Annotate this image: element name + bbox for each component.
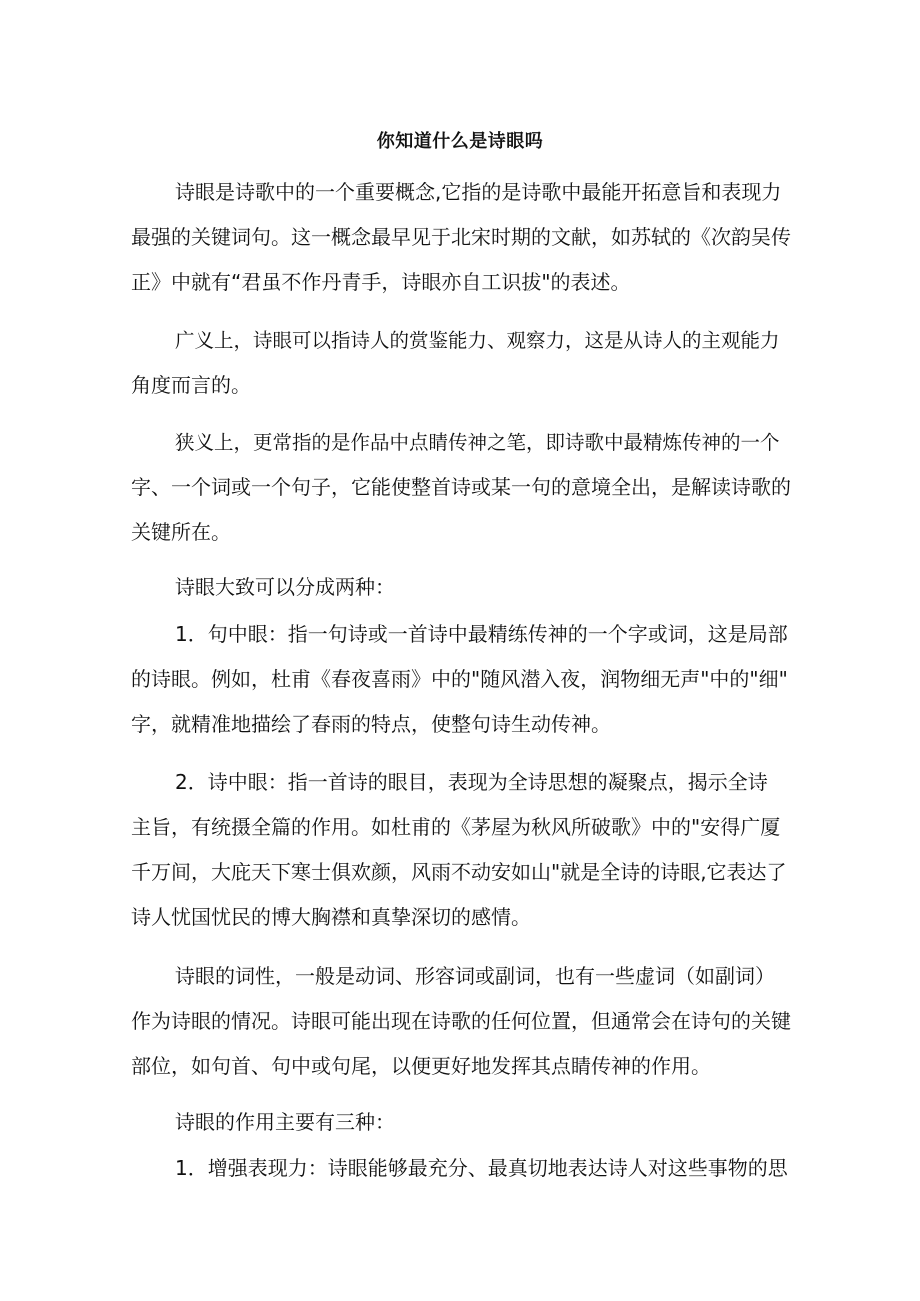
text-line: 正》中就有“君虽不作丹青手，诗眼亦自工识拔"的表述。 (131, 270, 631, 294)
document-title: 你知道什么是诗眼吗 (376, 131, 544, 152)
paragraph-function-1 (131, 1146, 791, 1191)
text-line: 狭义上，更常指的是作品中点睛传神之笔，即诗歌中最精炼传神的一个 (175, 431, 780, 454)
text-line: 诗眼的词性，一般是动词、形容词或副词，也有一些虚词（如副词） (175, 964, 775, 988)
text-line: 角度而言的。 (131, 373, 251, 397)
paragraph-type-2 (131, 760, 791, 940)
text-line: 2．诗中眼：指一首诗的眼目，表现为全诗思想的凝聚点，揭示全诗 (175, 770, 768, 794)
paragraph-type-1 (131, 612, 791, 747)
text-line: 作为诗眼的情况。诗眼可能出现在诗歌的任何位置，但通常会在诗句的关键 (131, 1009, 791, 1033)
text-line: 最强的关键词句。这一概念最早见于北宋时期的文献，如苏轼的《次韵吴传 (131, 225, 791, 249)
paragraph-broad-sense (131, 318, 791, 408)
text-line: 关键所在。 (131, 520, 231, 544)
text-line: 广义上，诗眼可以指诗人的赏鉴能力、观察力，这是从诗人的主观能力 (175, 329, 780, 352)
text-line: 诗人忧国忧民的博大胸襟和真挚深切的感情。 (131, 905, 531, 929)
text-line: 字、一个词或一个句子，它能使整首诗或某一句的意境全出，是解读诗歌的 (131, 475, 791, 499)
text-line: 部位，如句首、句中或句尾，以便更好地发挥其点睛传神的作用。 (131, 1054, 711, 1078)
text-line: 1．句中眼：指一句诗或一首诗中最精练传神的一个字或词，这是局部 (175, 622, 788, 646)
text-line: 字，就精准地描绘了春雨的特点，使整句诗生动传神。 (131, 712, 611, 736)
text-line: 1．增强表现力：诗眼能够最充分、最真切地表达诗人对这些事物的思 (175, 1156, 788, 1180)
text-line: 主旨，有统摄全篇的作用。如杜甫的《茅屋为秋风所破歌》中的"安得广厦 (131, 815, 781, 839)
text-line: 诗眼大致可以分成两种： (175, 575, 395, 599)
text-line: 千万间，大庇天下寒士俱欢颜，风雨不动安如山"就是全诗的诗眼,它表达了 (131, 860, 787, 884)
paragraph-narrow-sense (131, 420, 791, 555)
paragraph-functions (131, 1100, 791, 1145)
text-line: 的诗眼。例如，杜甫《春夜喜雨》中的"随风潜入夜，润物细无声"中的"细" (131, 667, 788, 691)
paragraph-two-types (131, 565, 791, 610)
paragraph-part-of-speech (131, 954, 791, 1089)
text-line: 诗眼是诗歌中的一个重要概念,它指的是诗歌中最能开拓意旨和表现力 (175, 180, 782, 204)
text-line: 诗眼的作用主要有三种： (175, 1110, 395, 1134)
paragraph-intro (131, 170, 791, 305)
